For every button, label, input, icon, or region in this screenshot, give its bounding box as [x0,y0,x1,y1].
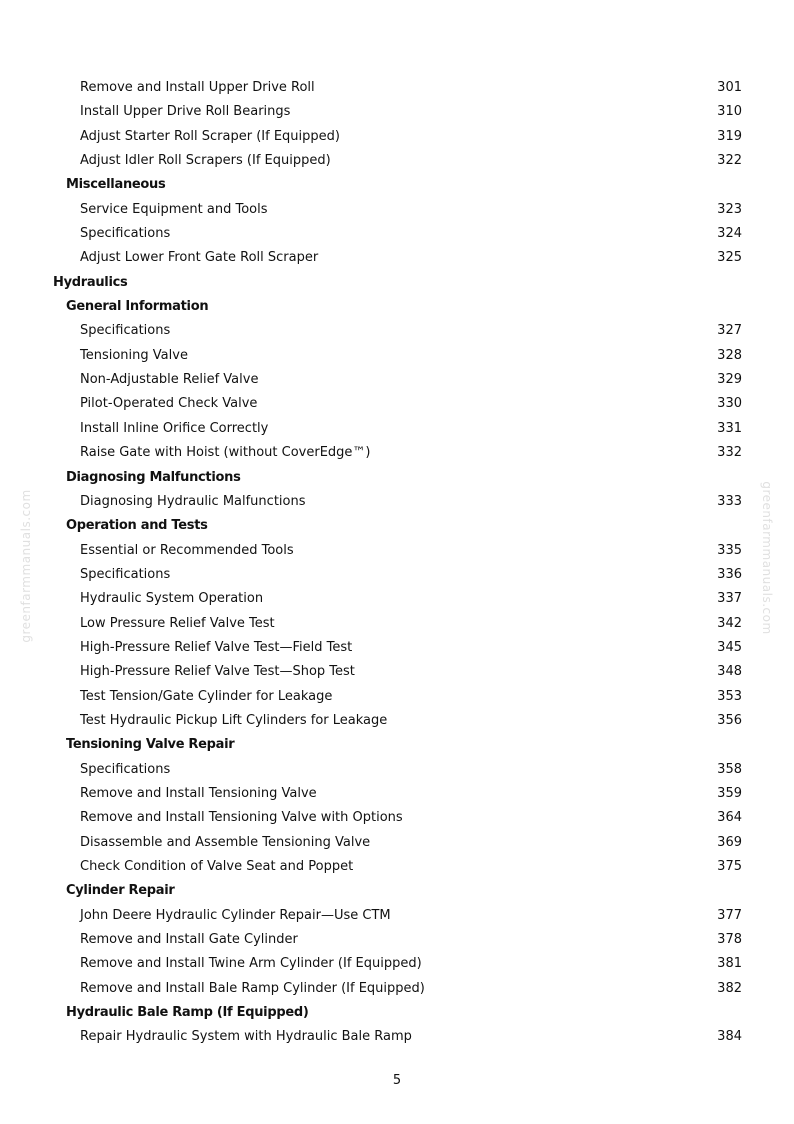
toc-entry[interactable] [0,806,794,830]
toc-entry[interactable] [0,831,794,855]
toc-entry-page-number: 336 [717,566,742,582]
toc-entry-page-number: 384 [717,1029,742,1045]
toc-entry[interactable] [0,222,794,246]
toc-entry-title: Hydraulic System Operation [80,591,264,607]
toc-entry-page-number: 364 [717,810,742,826]
toc-entry-title: Miscellaneous [66,177,166,193]
toc-entry[interactable] [0,417,794,441]
toc-entry[interactable] [0,490,794,514]
toc-entry-title: Cylinder Repair [66,883,175,899]
watermark-right: greenfarmmanuals.com [760,481,774,635]
toc-entry-title: Specifications [80,226,171,242]
toc-entry-title: Non-Adjustable Relief Valve [80,372,259,388]
toc-section-heading[interactable] [0,879,794,903]
toc-entry-page-number: 325 [717,250,742,266]
toc-entry-title: Remove and Install Gate Cylinder [80,932,298,948]
toc-entry-title: Disassemble and Assemble Tensioning Valve [80,834,371,850]
toc-entry-title: Hydraulics [53,274,128,290]
toc-entry[interactable] [0,368,794,392]
toc-entry[interactable] [0,660,794,684]
watermark-left: greenfarmmanuals.com [19,489,33,643]
toc-entry[interactable] [0,587,794,611]
toc-entry-page-number: 369 [717,834,742,850]
toc-entry[interactable] [0,685,794,709]
toc-entry[interactable] [0,563,794,587]
toc-section-heading[interactable] [0,173,794,197]
toc-entry-title: Remove and Install Bale Ramp Cylinder (If Equipped) [80,980,425,996]
toc-entry-title: General Information [66,299,209,315]
page-number: 5 [392,1073,402,1088]
toc-section-heading[interactable] [0,295,794,319]
toc-entry[interactable] [0,1025,794,1049]
toc-entry-page-number: 377 [717,907,742,923]
toc-entry-page-number: 382 [717,980,742,996]
toc-entry-title: Raise Gate with Hoist (without CoverEdge™) [80,445,371,461]
toc-entry-page-number: 332 [717,445,742,461]
toc-entry-page-number: 331 [717,420,742,436]
toc-entry-title: Remove and Install Tensioning Valve [80,785,317,801]
toc-entry-title: Tensioning Valve Repair [66,737,235,753]
toc-entry-title: Remove and Install Upper Drive Roll [80,80,315,95]
toc-entry-title: Adjust Starter Roll Scraper (If Equipped) [80,128,340,144]
toc-entry-title: Low Pressure Relief Valve Test [80,615,275,631]
toc-entry[interactable] [0,782,794,806]
toc-entry-title: Check Condition of Valve Seat and Poppet [80,859,354,874]
toc-entry-page-number: 358 [717,761,742,777]
toc-entry-page-number: 327 [717,323,742,339]
toc-entry[interactable] [0,612,794,636]
toc-entry-title: High-Pressure Relief Valve Test—Field Test [80,639,353,655]
toc-entry-page-number: 322 [717,153,742,169]
toc-entry[interactable] [0,636,794,660]
toc-entry-page-number: 324 [717,226,742,242]
table-of-contents [0,76,794,1050]
toc-entry-title: Specifications [80,566,171,582]
toc-entry-title: John Deere Hydraulic Cylinder Repair—Use CTM [80,907,391,923]
toc-entry-page-number: 335 [717,542,742,558]
toc-entry[interactable] [0,539,794,563]
toc-entry-page-number: 342 [717,615,742,631]
toc-entry-page-number: 375 [717,859,742,874]
toc-entry-title: Repair Hydraulic System with Hydraulic Bale Ramp [80,1029,412,1045]
toc-entry-title: Service Equipment and Tools [80,201,268,217]
toc-entry[interactable] [0,100,794,124]
toc-entry[interactable] [0,392,794,416]
toc-entry-page-number: 359 [717,785,742,801]
toc-entry-page-number: 356 [717,712,742,728]
toc-entry[interactable] [0,319,794,343]
toc-entry-title: Diagnosing Malfunctions [66,469,241,485]
toc-entry-page-number: 329 [717,372,742,388]
toc-entry-title: Remove and Install Tensioning Valve with Options [80,810,403,826]
toc-entry-title: Pilot-Operated Check Valve [80,396,258,412]
toc-entry-title: Operation and Tests [66,518,208,534]
toc-entry-title: Essential or Recommended Tools [80,542,294,558]
toc-entry-page-number: 337 [717,591,742,607]
toc-section-heading[interactable] [0,1001,794,1025]
toc-entry-title: Specifications [80,761,171,777]
toc-entry[interactable] [0,952,794,976]
toc-section-heading[interactable] [0,514,794,538]
toc-entry-title: Install Inline Orifice Correctly [80,420,269,436]
toc-entry-page-number: 353 [717,688,742,704]
toc-entry-page-number: 328 [717,347,742,363]
toc-entry-page-number: 381 [717,956,742,972]
toc-entry[interactable] [0,76,794,100]
toc-entry-title: Test Hydraulic Pickup Lift Cylinders for Leakage [80,712,388,728]
toc-entry-page-number: 348 [717,664,742,680]
toc-entry[interactable] [0,928,794,952]
toc-entry-page-number: 330 [717,396,742,412]
toc-entry[interactable] [0,198,794,222]
toc-entry-page-number: 323 [717,201,742,217]
toc-entry-title: Tensioning Valve [80,347,188,363]
toc-entry-title: Adjust Idler Roll Scrapers (If Equipped) [80,153,331,169]
toc-entry-title: High-Pressure Relief Valve Test—Shop Test [80,664,355,680]
toc-entry[interactable] [0,344,794,368]
toc-entry-title: Adjust Lower Front Gate Roll Scraper [80,250,319,266]
toc-entry[interactable] [0,977,794,1001]
toc-entry[interactable] [0,709,794,733]
toc-entry-title: Test Tension/Gate Cylinder for Leakage [80,688,333,704]
toc-entry-title: Diagnosing Hydraulic Malfunctions [80,493,306,509]
toc-section-heading[interactable] [0,271,794,295]
toc-entry[interactable] [0,441,794,465]
toc-entry[interactable] [0,246,794,270]
toc-entry-title: Specifications [80,323,171,339]
toc-entry-title: Hydraulic Bale Ramp (If Equipped) [66,1005,309,1021]
toc-entry-page-number: 310 [717,104,742,120]
toc-entry-page-number: 345 [717,639,742,655]
toc-entry-title: Install Upper Drive Roll Bearings [80,104,291,120]
toc-entry[interactable] [0,758,794,782]
toc-entry-page-number: 301 [717,80,742,95]
toc-entry-page-number: 378 [717,932,742,948]
toc-entry-page-number: 319 [717,128,742,144]
toc-entry-page-number: 333 [717,493,742,509]
toc-entry[interactable] [0,149,794,173]
toc-entry-title: Remove and Install Twine Arm Cylinder (If Equipped) [80,956,422,972]
toc-section-heading[interactable] [0,466,794,490]
toc-section-heading[interactable] [0,733,794,757]
toc-entry[interactable] [0,855,794,879]
toc-entry[interactable] [0,125,794,149]
toc-entry[interactable] [0,904,794,928]
